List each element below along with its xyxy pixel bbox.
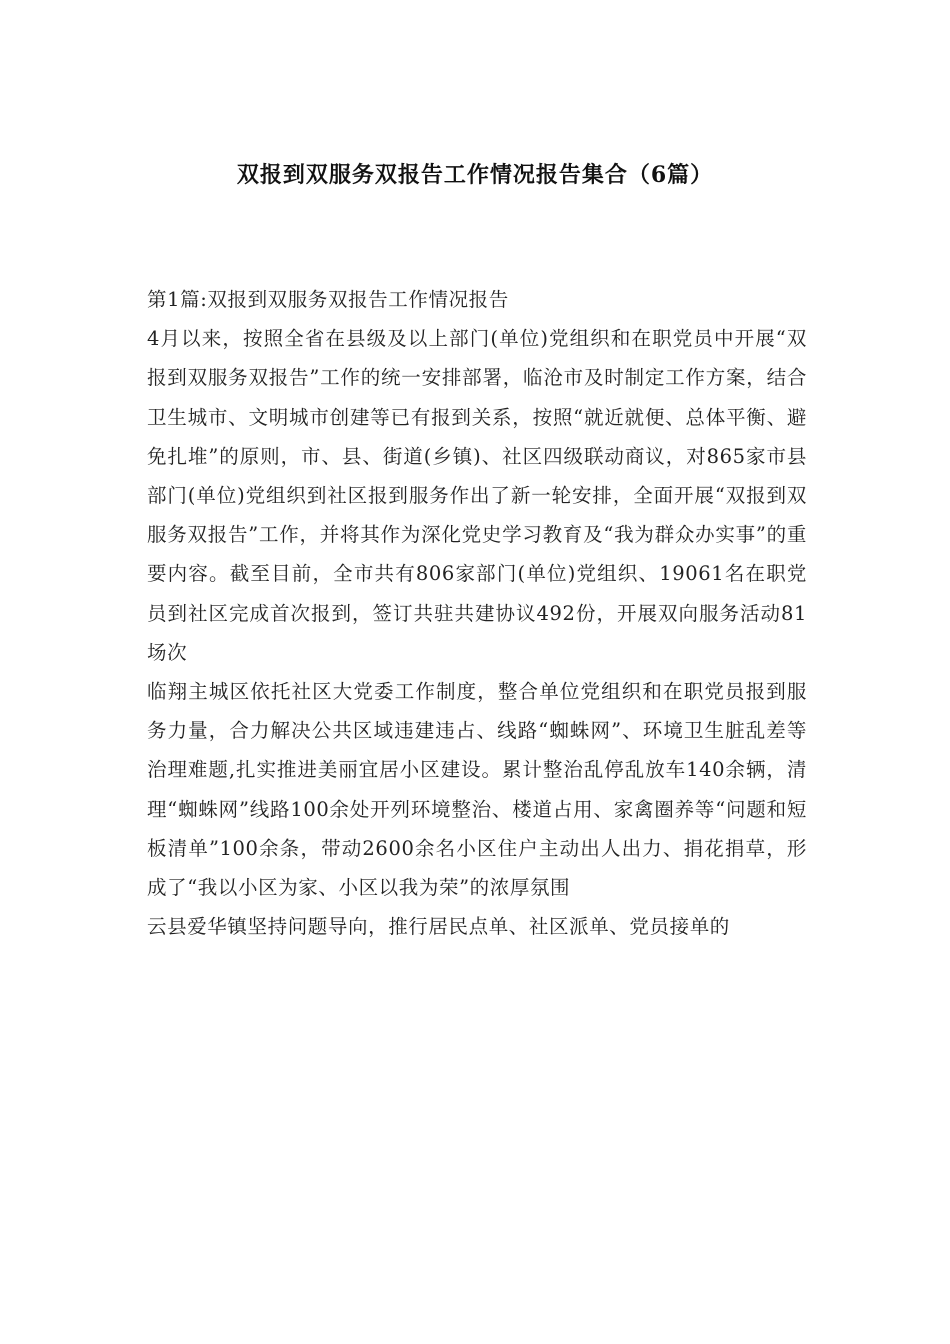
body-paragraph: 4月以来，按照全省在县级及以上部门(单位)党组织和在职党员中开展“双报到双服务双报告”工作的统一安排部署，临沧市及时制定工作方案，结合卫生城市、文明城市创建等已有报到关系，按照“就近就便、总体平衡、避免扎堆”的原则，市、县、街道(乡镇)、社区四级联动商议，对865家市县部门(单位)党组织到社区报到服务作出了新一轮安排，全面开展“双报到双服务双报告”工作，并将其作为深化党史学习教育及“我为群众办实事”的重要内容。截至目前，全市共有806家部门(单位)党组织、19061名在职党员到社区完成首次报到，签订共驻共建协议492份，开展双向服务活动81场次 — [147, 327, 807, 664]
section-heading: 第1篇:双报到双服务双报告工作情况报告 — [147, 288, 509, 311]
document-title: 双报到双服务双报告工作情况报告集合（6篇） — [236, 162, 714, 188]
document-body — [147, 280, 807, 946]
body-paragraph: 临翔主城区依托社区大党委工作制度，整合单位党组织和在职党员报到服务力量，合力解决公共区域违建违占、线路“蜘蛛网”、环境卫生脏乱差等治理难题,扎实推进美丽宜居小区建设。累计整治乱停乱放车140余辆，清理“蜘蛛网”线路100余处开列环境整治、楼道占用、家禽圈养等“问题和短板清单”100余条，带动2600余名小区住户主动出人出力、捐花捐草，形成了“我以小区为家、小区以我为荣”的浓厚氛围 — [147, 680, 807, 900]
body-paragraph: 云县爱华镇坚持问题导向，推行居民点单、社区派单、党员接单的 — [147, 915, 730, 939]
